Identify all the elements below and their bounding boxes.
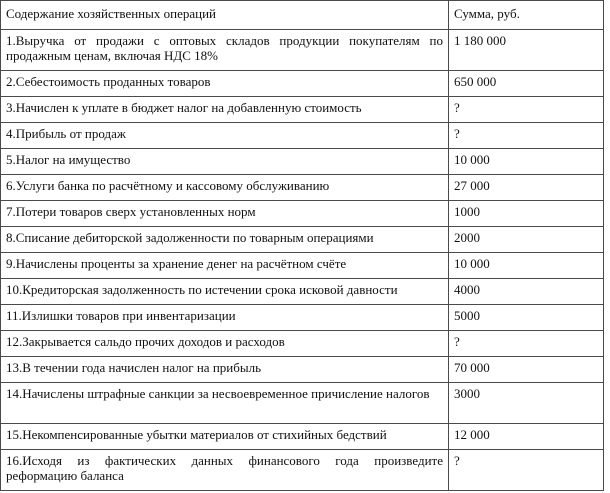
table-row	[1, 253, 604, 279]
amount-cell: 650 000	[449, 71, 604, 97]
operation-cell: 13.В течении года начислен налог на прибыль	[1, 357, 449, 383]
operation-cell: 16.Исходя из фактических данных финансового года произведите реформацию баланса	[1, 450, 449, 491]
operation-cell: 15.Некомпенсированные убытки материалов от стихийных бедствий	[1, 424, 449, 450]
table-row	[1, 123, 604, 149]
amount-cell: 4000	[449, 279, 604, 305]
amount-cell: 1 180 000	[449, 30, 604, 71]
table-row	[1, 357, 604, 383]
table-row	[1, 149, 604, 175]
amount-cell: 2000	[449, 227, 604, 253]
amount-cell: 10 000	[449, 253, 604, 279]
table-row	[1, 175, 604, 201]
operation-cell: 10.Кредиторская задолженность по истечении срока исковой давности	[1, 279, 449, 305]
operation-cell: 5.Налог на имущество	[1, 149, 449, 175]
operation-cell: 7.Потери товаров сверх установленных норм	[1, 201, 449, 227]
header-operation: Содержание хозяйственных операций	[1, 1, 449, 30]
table-row	[1, 71, 604, 97]
operation-cell: 6.Услуги банка по расчётному и кассовому обслуживанию	[1, 175, 449, 201]
operation-cell: 11.Излишки товаров при инвентаризации	[1, 305, 449, 331]
amount-cell: ?	[449, 97, 604, 123]
operation-cell: 3.Начислен к уплате в бюджет налог на добавленную стоимость	[1, 97, 449, 123]
amount-cell: ?	[449, 123, 604, 149]
amount-cell: 3000	[449, 383, 604, 424]
table-row	[1, 424, 604, 450]
table-row	[1, 450, 604, 491]
table-row	[1, 383, 604, 424]
table-row	[1, 30, 604, 71]
table-header-row	[1, 1, 604, 30]
table-row	[1, 305, 604, 331]
amount-cell: 12 000	[449, 424, 604, 450]
operation-cell: 9.Начислены проценты за хранение денег на расчётном счёте	[1, 253, 449, 279]
amount-cell: 5000	[449, 305, 604, 331]
operation-cell: 12.Закрывается сальдо прочих доходов и расходов	[1, 331, 449, 357]
table-row	[1, 227, 604, 253]
table-row	[1, 279, 604, 305]
header-amount: Сумма, руб.	[449, 1, 604, 30]
amount-cell: 70 000	[449, 357, 604, 383]
amount-cell: ?	[449, 331, 604, 357]
operation-cell: 2.Себестоимость проданных товаров	[1, 71, 449, 97]
amount-cell: 10 000	[449, 149, 604, 175]
table-row	[1, 201, 604, 227]
amount-cell: ?	[449, 450, 604, 491]
operation-cell: 8.Списание дебиторской задолженности по товарным операциями	[1, 227, 449, 253]
amount-cell: 1000	[449, 201, 604, 227]
operation-cell: 4.Прибыль от продаж	[1, 123, 449, 149]
operation-cell: 14.Начислены штрафные санкции за несвоевременное причисление налогов	[1, 383, 449, 424]
table-row	[1, 97, 604, 123]
table-row	[1, 331, 604, 357]
amount-cell: 27 000	[449, 175, 604, 201]
operation-cell: 1.Выручка от продажи с оптовых складов продукции покупателям по продажным ценам, включая НДС 18%	[1, 30, 449, 71]
